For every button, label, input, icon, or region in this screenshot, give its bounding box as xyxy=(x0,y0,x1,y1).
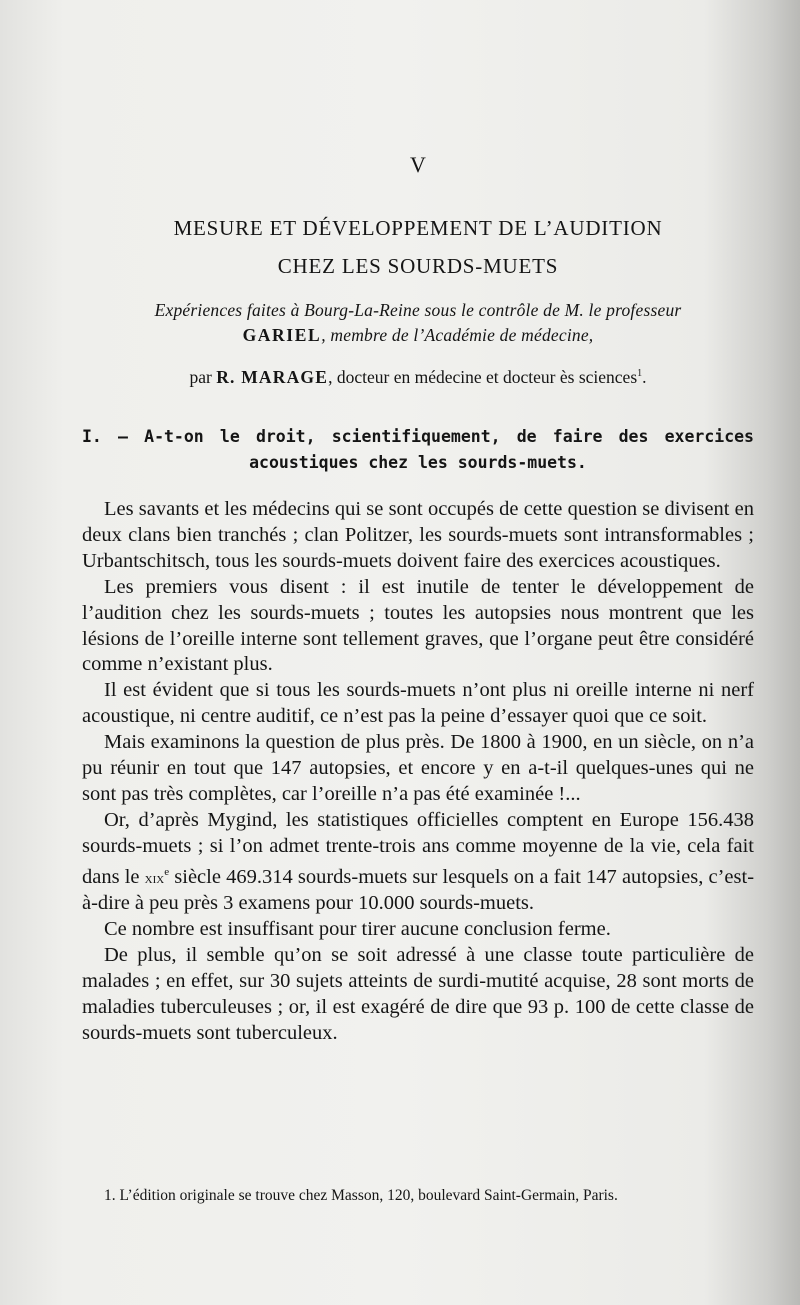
subtitle-line-2 xyxy=(82,325,754,346)
body-text xyxy=(82,497,754,1047)
paragraph-1: Les savants et les médecins qui se sont occupés de cette question se divisent en deux clans bien tranchés ; clan Politzer, les sourds-muets sont intransformables ; Urbantschitsch, tous les sourds-muets doivent faire des exercices acoustiques. xyxy=(82,498,754,572)
author-name: R. MARAGE xyxy=(216,367,329,387)
section-heading-line-1: I. — A-t-on le droit, scientifiquement, de faire des exercices xyxy=(82,427,754,446)
paragraph-5-part-b: siècle 469.314 sourds-muets sur lesquels on a fait 147 autopsies, c’est-à-dire à peu près 3 examens pour 10.000 sourds-muets. xyxy=(82,865,755,915)
paragraph-3: Il est évident que si tous les sourds-muets n’ont plus ni oreille interne ni nerf acoustique, ni centre auditif, ce n’est pas la peine d’essayer quoi que ce soit. xyxy=(82,679,754,728)
byline-suffix: , docteur en médecine et docteur ès sciences xyxy=(328,367,638,387)
article-title-line-2: CHEZ LES SOURDS-MUETS xyxy=(277,254,559,278)
article-title-line-1: MESURE ET DÉVELOPPEMENT DE L’AUDITION xyxy=(173,216,663,240)
byline-end: . xyxy=(642,367,647,387)
paragraph-2: Les premiers vous disent : il est inutile de tenter le développement de l’audition chez les sourds-muets ; toutes les autopsies nous montrent que les lésions de l’oreille interne sont tellement graves, que l’organe peut être considéré comme n’existant plus. xyxy=(82,575,754,676)
paragraph-7: De plus, il semble qu’on se soit adressé à une classe toute particulière de malades ; en effet, sur 30 sujets atteints de surdi-mutité acquise, 28 sont morts de maladies tuberculeuses ; or, il est exagéré de dire que 93 p. 100 de cette classe de sourds-muets sont tuberculeux. xyxy=(82,944,754,1044)
century-superscript: e xyxy=(164,865,170,878)
paragraph-5 xyxy=(82,808,754,917)
chapter-number: V xyxy=(410,152,426,177)
subtitle-line-2-rest: , membre de l’Académie de médecine, xyxy=(321,325,594,345)
section-heading-line-2: acoustiques chez les sourds-muets. xyxy=(249,453,587,472)
footnote-text: L’édition originale se trouve chez Masson, 120, boulevard Saint-Germain, Paris. xyxy=(119,1187,618,1204)
paragraph-4: Mais examinons la question de plus près. De 1800 à 1900, en un siècle, on n’a pu réunir en tout que 147 autopsies, et encore y en a-t-il quelques-unes qui ne sont pas très complètes, car l’oreille n’a pas été examinée !... xyxy=(82,731,754,805)
paragraph-5-part-a: Or, d’après Mygind, les statistiques officielles comptent en Europe 156.438 sourds-muets ; si l’on admet trente-trois ans comme moyenne de la vie, cela fait dans le xyxy=(82,808,754,888)
byline xyxy=(82,367,754,388)
professor-name: GARIEL xyxy=(242,325,322,345)
paragraph-6: Ce nombre est insuffisant pour tirer aucune conclusion ferme. xyxy=(104,918,611,941)
subtitle-line-1: Expériences faites à Bourg-La-Reine sous le contrôle de M. le professeur xyxy=(154,300,682,320)
footnote-ref: 1 xyxy=(637,368,643,380)
century-numeral: xix xyxy=(144,869,165,887)
footnote xyxy=(82,1185,754,1207)
footnote-number: 1. xyxy=(104,1187,116,1204)
byline-prefix: par xyxy=(189,367,212,387)
